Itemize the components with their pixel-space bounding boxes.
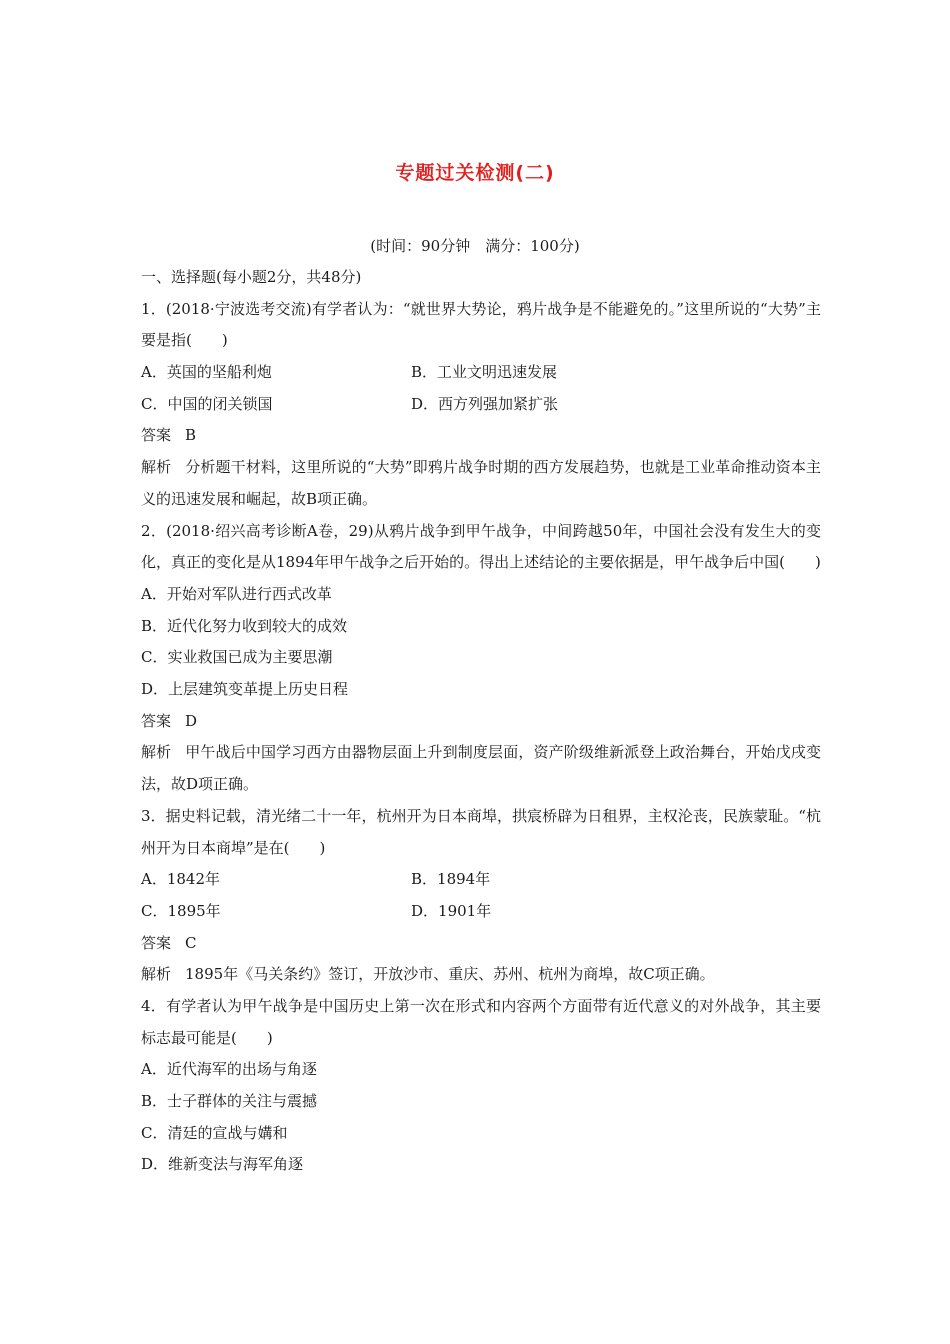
question-1-answer — [141, 420, 821, 452]
section-heading: 一、选择题(每小题2分，共48分) — [141, 268, 362, 286]
question-1-option-b: B．工业文明迅速发展 — [411, 363, 558, 382]
question-2-option-d: D．上层建筑变革提上历史日程 — [141, 680, 349, 699]
question-3-stem: 3．据史料记载，清光绪二十一年，杭州开为日本商埠，拱宸桥辟为日租界，主权沦丧，民族蒙耻。“杭州开为日本商埠”是在( ) — [141, 806, 821, 857]
analysis-text: 1895年《马关条约》签订，开放沙市、重庆、苏州、杭州为商埠，故C项正确。 — [185, 965, 715, 984]
question-3-analysis — [141, 959, 821, 991]
question-2-option-a: A．开始对军队进行西式改革 — [141, 584, 332, 603]
answer-value: D — [185, 711, 198, 730]
question-1-option-d: D．西方列强加紧扩张 — [411, 394, 559, 413]
question-4-option-c: C．清廷的宣战与媾和 — [141, 1123, 288, 1142]
question-1-options-row-1 — [141, 357, 821, 389]
question-2-analysis — [141, 737, 821, 800]
analysis-text: 分析题干材料，这里所说的“大势”即鸦片战争时期的西方发展趋势，也就是工业革命推动资本主义的迅速发展和崛起，故B项正确。 — [141, 458, 821, 508]
question-1-option-a: A．英国的坚船利炮 — [141, 363, 272, 382]
question-4-stem: 4．有学者认为甲午战争是中国历史上第一次在形式和内容两个方面带有近代意义的对外战争，其主要标志最可能是( ) — [141, 996, 821, 1047]
answer-label: 答案 — [141, 426, 172, 445]
answer-value: C — [185, 933, 197, 952]
question-3-options-row-1 — [141, 864, 821, 896]
question-3-options-row-2 — [141, 896, 821, 928]
question-3-answer — [141, 928, 821, 960]
question-4-option-a: A．近代海军的出场与角逐 — [141, 1060, 317, 1079]
document-body — [141, 262, 821, 1181]
analysis-label: 解析 — [141, 458, 172, 477]
question-3-option-a: A．1842年 — [141, 870, 221, 889]
answer-value: B — [185, 426, 197, 445]
question-3-option-c: C．1895年 — [141, 901, 221, 920]
question-1-options-row-2 — [141, 389, 821, 421]
question-3-option-b: B．1894年 — [411, 870, 491, 889]
question-4-option-d: D．维新变法与海军角逐 — [141, 1155, 304, 1174]
document-title: 专题过关检测(二) — [395, 162, 555, 184]
answer-label: 答案 — [141, 711, 172, 730]
question-2-option-c: C．实业救国已成为主要思潮 — [141, 648, 333, 667]
analysis-label: 解析 — [141, 743, 172, 762]
question-2-option-b: B．近代化努力收到较大的成效 — [141, 616, 348, 635]
question-1-analysis — [141, 452, 821, 515]
question-3-option-d: D．1901年 — [411, 901, 492, 920]
question-1-option-c: C．中国的闭关锁国 — [141, 394, 273, 413]
analysis-text: 甲午战后中国学习西方由器物层面上升到制度层面，资产阶级维新派登上政治舞台，开始戊戌变法，故D项正确。 — [141, 743, 821, 794]
analysis-label: 解析 — [141, 965, 172, 984]
exam-meta: (时间：90分钟 满分：100分) — [370, 237, 580, 255]
question-1-stem: 1．(2018·宁波选考交流)有学者认为：“就世界大势论，鸦片战争是不能避免的。”这里所说的“大势”主要是指( ) — [141, 299, 821, 350]
question-2-stem: 2．(2018·绍兴高考诊断A卷，29)从鸦片战争到甲午战争，中间跨越50年，中国社会没有发生大的变化，真正的变化是从1894年甲午战争之后开始的。得出上述结论的主要依据是，甲午战争后中国( ) — [141, 521, 821, 572]
question-4-option-b: B．士子群体的关注与震撼 — [141, 1092, 318, 1111]
question-2-answer — [141, 706, 821, 738]
answer-label: 答案 — [141, 933, 172, 952]
